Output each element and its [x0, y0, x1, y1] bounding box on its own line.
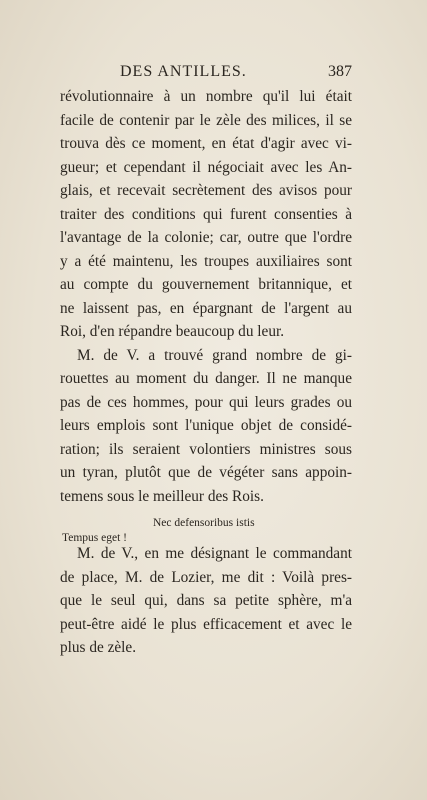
- page-number: 387: [328, 63, 352, 80]
- running-head: DES ANTILLES.: [120, 63, 247, 80]
- text-line: facile de contenir par le zèle des milices, il se: [60, 111, 352, 129]
- quotation-line: Nec defensoribus istis: [153, 517, 255, 529]
- page-header: [60, 63, 352, 85]
- text-line: peut-être aidé le plus efficacement et avec le: [60, 615, 352, 633]
- text-line: M. de V., en me désignant le commandant: [77, 545, 352, 562]
- text-line: Roi, d'en répandre beaucoup du leur.: [60, 323, 285, 340]
- text-line: plus de zèle.: [60, 639, 137, 656]
- text-line: temens sous le meilleur des Rois.: [60, 487, 264, 505]
- text-line: ration; ils seraient volontiers ministres sous: [60, 440, 352, 458]
- quotation-line: Tempus eget !: [62, 532, 127, 544]
- text-line: rouettes au moment du danger. Il ne manque: [60, 370, 352, 387]
- text-line: gueur; et cependant il négociait avec les An-: [60, 158, 352, 176]
- text-line: traiter des conditions qui furent consenties à: [60, 205, 352, 223]
- text-line: l'avantage de la colonie; car, outre que l'ordre: [60, 229, 352, 246]
- text-line: au compte du gouvernement britannique, et: [60, 276, 352, 293]
- paragraph-2: [60, 344, 352, 509]
- text-line: révolutionnaire à un nombre qu'il lui était: [60, 88, 352, 105]
- paragraph-3: [60, 542, 352, 660]
- text-line: pas de ces hommes, pour qui leurs grades ou: [60, 393, 352, 411]
- text-line: un tyran, plutôt que de végéter sans appoin-: [60, 464, 352, 481]
- text-line: leurs emplois sont l'unique objet de considé-: [60, 417, 352, 434]
- text-line: y a été maintenu, les troupes auxiliaires sont: [60, 252, 352, 270]
- text-line: glais, et recevait secrètement des avisos pour: [60, 182, 352, 199]
- text-line: de place, M. de Lozier, me dit : Voilà pres-: [60, 568, 352, 586]
- text-line: que le seul qui, dans sa petite sphère, m'a: [60, 592, 352, 609]
- text-line: M. de V. a trouvé grand nombre de gi-: [77, 346, 352, 364]
- paragraph-1: [60, 85, 352, 344]
- body-text: [60, 85, 352, 660]
- latin-quotation: [60, 508, 352, 542]
- text-line: ne laissent pas, en épargnant de l'argent au: [60, 299, 352, 317]
- text-line: trouva dès ce moment, en état d'agir avec vi-: [60, 135, 352, 152]
